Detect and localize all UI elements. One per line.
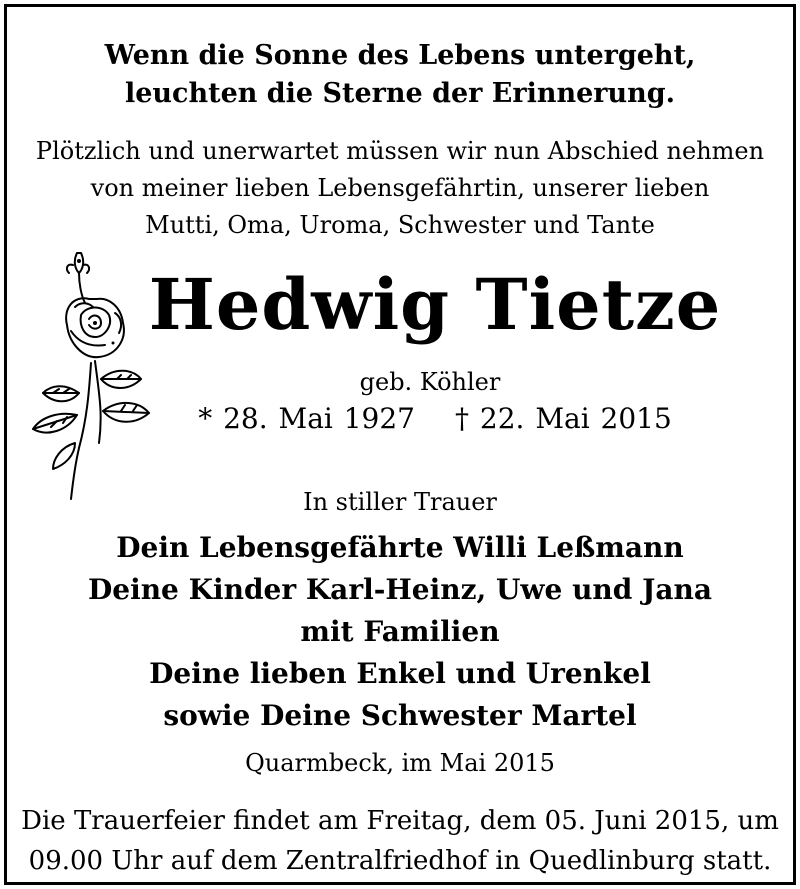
intro-line: Mutti, Oma, Uroma, Schwester und Tante <box>145 211 655 239</box>
intro-text <box>7 133 793 244</box>
deceased-name: Hedwig Tietze <box>148 263 722 346</box>
intro-line: Plötzlich und unerwartet müssen wir nun Abschied nehmen <box>35 137 765 165</box>
funeral-info <box>7 801 793 881</box>
mourners-list <box>7 527 793 737</box>
motto-line: leuchten die Sterne der Erinnerung. <box>124 78 676 109</box>
motto-line: Wenn die Sonne des Lebens untergeht, <box>104 40 696 71</box>
mourner-line: Deine lieben Enkel und Urenkel <box>149 657 651 690</box>
birth-date: * 28. Mai 1927 <box>198 402 415 435</box>
obituary-notice <box>4 4 796 885</box>
motto <box>7 37 793 113</box>
life-dates <box>117 401 753 437</box>
place-date: Quarmbeck, im Mai 2015 <box>245 749 555 777</box>
mourner-line: Dein Lebensgefährte Willi Leßmann <box>116 531 684 564</box>
funeral-line: 09.00 Uhr auf dem Zentralfriedhof in Quedlinburg statt. <box>28 846 772 876</box>
mourner-line: Deine Kinder Karl-Heinz, Uwe und Jana <box>87 573 713 606</box>
funeral-line: Die Trauerfeier findet am Freitag, dem 05. Juni 2015, um <box>21 806 779 836</box>
mourner-line: mit Familien <box>300 615 500 648</box>
mourner-line: sowie Deine Schwester Martel <box>163 699 637 732</box>
intro-line: von meiner lieben Lebensgefährtin, unserer lieben <box>90 174 710 202</box>
mourning-intro: In stiller Trauer <box>303 488 497 516</box>
birth-name: geb. Köhler <box>359 368 501 396</box>
death-date: † 22. Mai 2015 <box>455 402 672 435</box>
